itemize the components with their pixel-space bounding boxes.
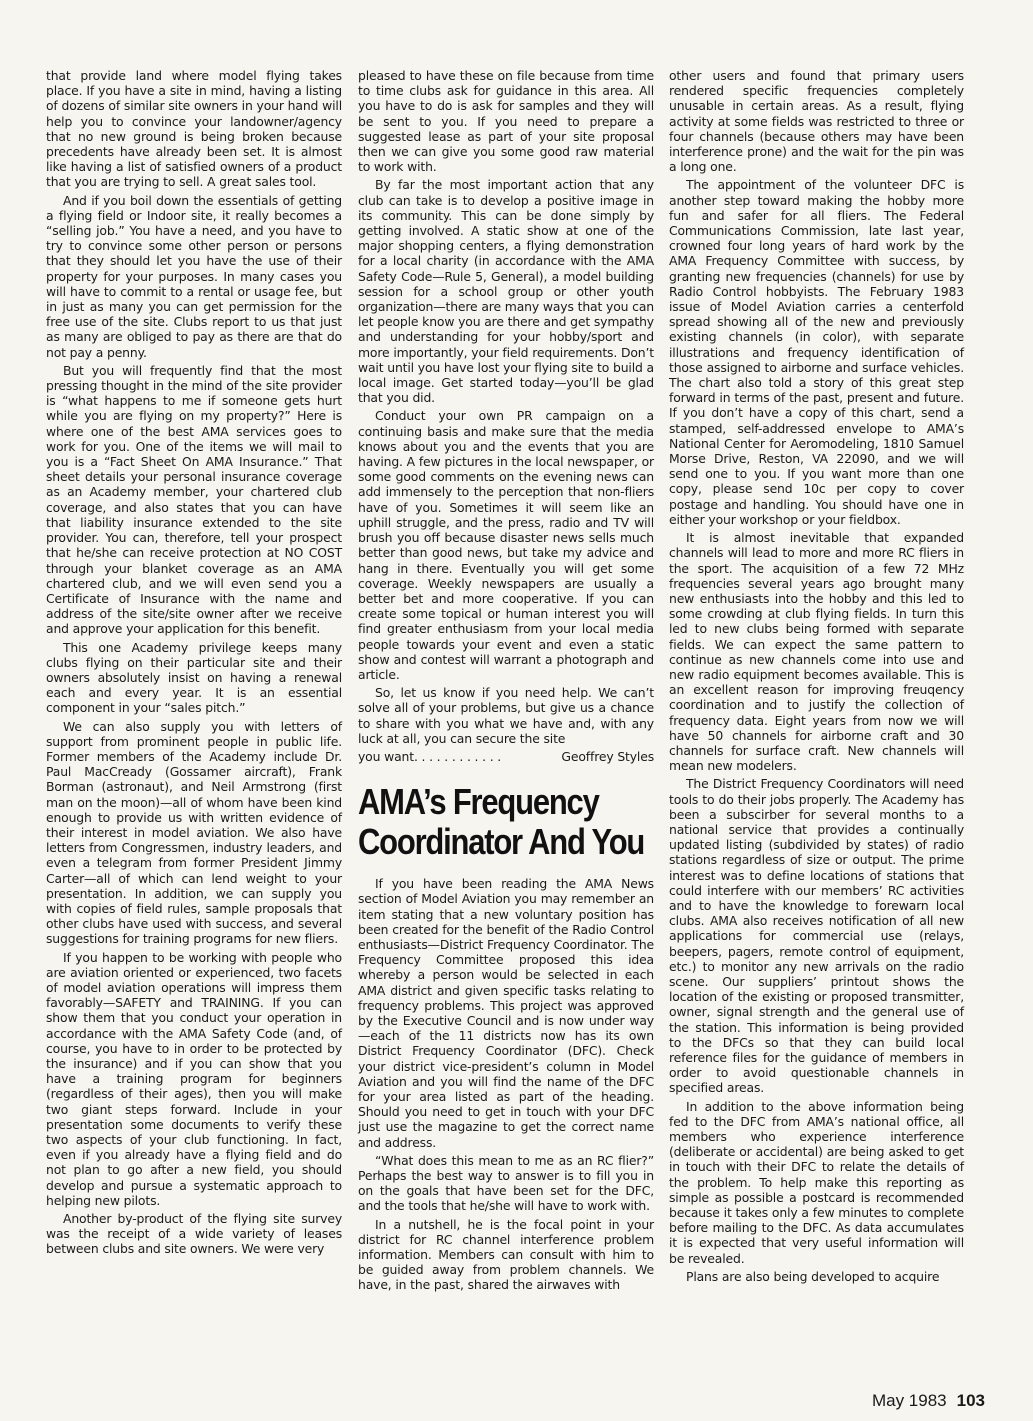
article-headline bbox=[358, 782, 650, 862]
paragraph: So, let us know if you need help. We can’t solve all of your problems, but give us a chance to share with you what we have and, with any luck at all, you can secure the site bbox=[358, 685, 654, 746]
paragraph: “What does this mean to me as an RC flier?” Perhaps the best way to answer is to fill you in on the goals that have been set for the DFC, and the tools that he/she will have to work with. bbox=[358, 1152, 654, 1214]
column-2 bbox=[358, 68, 654, 1296]
sign-off bbox=[358, 749, 654, 764]
page-number: 103 bbox=[956, 1391, 985, 1410]
author-name: Geoffrey Styles bbox=[561, 748, 654, 764]
paragraph: This one Academy privilege keeps many clubs flying on their particular site and their owners absolutely insist on having a renewal each and every year. It is an essential component in your “sales pitch.” bbox=[46, 639, 342, 716]
headline-line-2: Coordinator And You bbox=[358, 821, 645, 863]
paragraph: By far the most important action that any club can take is to develop a positive image in its community. This can be done simply by getting involved. A static show at one of the major shopping centers, a flying demonstration for a local charity (in accordance with the AMA Safety Code—Rule 5, General), a model building session for a school group or other youth organization—there are many ways that you can let people know you are there and get sympathy and understanding for your hobby/sport and more importantly, your field requirements. Don’t wait until you have lost your flying site to build a local image. Get started today—you’ll be glad that you did. bbox=[358, 177, 654, 406]
paragraph: other users and found that primary users rendered specific frequencies completely unusable in certain areas. As a result, flying activity at some fields was restricted to three or four channels (because others may have been interference prone) and the wait for the pin was a long one. bbox=[669, 68, 964, 175]
paragraph: In addition to the above information being fed to the DFC from AMA’s national office, all members who experience interference (deliberate or accidental) are being asked to get in touch with their DFC to relate the details of the problem. To help make this reporting as simple as possible a postcard is recommended because it takes only a few minutes to complete before mailing to the DFC. As data accumulates it is expected that very useful information will be revealed. bbox=[669, 1098, 964, 1266]
paragraph: Plans are also being developed to acquire bbox=[686, 1268, 940, 1284]
column-1 bbox=[46, 68, 342, 1260]
paragraph: The District Frequency Coordinators will need tools to do their jobs properly. The Academy has been a subscirber for several months to a national service that provides a continually updated listing (subdivided by states) of radio stations regardless of size or output. The prime interest was to define locations of stations that could interfere with our members’ RC activities and to have the knowledge to forewarn local clubs. AMA also receives notification of all new applications for commercial use (relays, beepers, pagers, remote control of equipment, etc.) to monitor any new arrivals on the radio scene. Our suppliers’ printout shows the location of the existing or proposed transmitter, owner, signal strength and the general use of the station. This information is being provided to the DFCs so that they can build local reference files for the guidance of members in order to avoid questionable channels in specified areas. bbox=[669, 776, 964, 1096]
paragraph: And if you boil down the essentials of getting a flying field or Indoor site, it really becomes a “selling job.” You have a need, and you have to try to convince some other person or persons that they should let you have the use of their property for your purposes. In many cases you will have to commit to a rental or usage fee, but in just as many you can get permission for the free use of the site. Clubs report to us that just as many are obliged to pay as there are that do not pay a penny. bbox=[46, 192, 342, 360]
issue-date: May 1983 bbox=[871, 1391, 947, 1410]
paragraph: The appointment of the volunteer DFC is another step toward making the hobby more fun and safer for all fliers. The Federal Communications Commission, late last year, crowned four long years of hard work by the AMA Frequency Committee with success, by granting new frequencies (channels) for use by Radio Control hobbyists. The February 1983 issue of Model Aviation carries a centerfold spread showing all of the new and previously existing channels (in color), with separate illustrations and frequency identification of those assigned to airborne and surface vehicles. The chart also told a story of this great step forward in terms of the past, present and future. If you don’t have a copy of this chart, send a stamped, self-addressed envelope to AMA’s National Center for Aeromodeling, 1810 Samuel Morse Drive, Reston, VA 22090, and we will send one to you. If you want more than one copy, please send 10c per copy to cover postage and handling. You should have one in either your workshop or your fieldbox. bbox=[669, 177, 964, 527]
headline-line-1: AMA’s Frequency bbox=[358, 781, 599, 823]
paragraph: If you have been reading the AMA News section of Model Aviation you may remember an item stating that a new voluntary position has been created for the benefit of the Radio Control enthusiasts—District Frequency Coordinator. The Frequency Committee proposed this idea whereby a person would be selected in each AMA district and given specific tasks relating to frequency problems. This project was approved by the Executive Council and is now under way—each of the 11 districts now has its own District Frequency Coordinator (DFC). Check your district vice-president’s column in Model Aviation and you will find the name of the DFC for your area listed as part of the heading. Should you need to get in touch with your DFC just use the magazine to get the correct name and address. bbox=[358, 876, 654, 1150]
paragraph: Conduct your own PR campaign on a continuing basis and make sure that the media knows about you and the events that you are having. A few pictures in the local newspaper, or some good comments on the evening news can add immensely to the perception that non-fliers have of you. Sometimes it will seem like an uphill struggle, and the press, radio and TV will brush you off because disaster news sells much better than good news, but take my advice and hang in there. Eventually you will get some coverage. Weekly newspapers are usually a better bet and more cooperative. If you can create some topical or human interest you will find greater enthusiasm from your local media people towards your event and even a static show and contest will warrant a photograph and article. bbox=[358, 408, 654, 682]
paragraph: that provide land where model flying takes place. If you have a site in mind, having a listing of dozens of similar site owners in your hand will help you to convince your landowner/agency that no new ground is being broken because precedents have already been set. It is almost like having a list of satisfied owners of a product that you are trying to sell. A great sales tool. bbox=[46, 68, 342, 190]
paragraph: Another by-product of the flying site survey was the receipt of a wide variety of leases between clubs and site owners. We were very bbox=[46, 1211, 342, 1257]
column-3 bbox=[669, 68, 964, 1287]
paragraph: It is almost inevitable that expanded channels will lead to more and more RC fliers in the sport. The acquisition of a few 72 MHz frequencies several years ago brought many new enthusiasts into the hobby and this led to some crowding at club flying fields. In turn this led to new clubs being formed with separate fields. We can expect the same pattern to continue as new channels come into use and new radio equipment becomes available. This is an excellent reason for improving freuqency coordination and to justify the collection of frequency data. Eight years from now we will have 50 channels for airborne craft and 30 channels for surface craft. New channels will mean new modelers. bbox=[669, 530, 964, 774]
page-footer bbox=[872, 1391, 985, 1411]
sign-off-lead: you want. . . . . . . . . . . . bbox=[358, 748, 502, 764]
paragraph: But you will frequently find that the most pressing thought in the mind of the site provider is “what happens to me if someone gets hurt while you are flying on my property?” Here is where one of the best AMA services goes to work for you. One of the items we will mail to you is a “Fact Sheet On AMA Insurance.” That sheet details your personal insurance coverage as an Academy member, your chartered club coverage, and also states that you can have that liability insurance extended to the site provider. You can, therefore, tell your prospect that he/she can receive protection at NO COST through your blanket coverage as an AMA chartered club, and we will even send you a Certificate of Insurance with the name and address of the site/site owner after we receive and approve your application for this benefit. bbox=[46, 362, 342, 637]
paragraph: In a nutshell, he is the focal point in your district for RC channel interference problem information. Members can consult with him to be guided away from problem channels. We have, in the past, shared the airwaves with bbox=[358, 1216, 654, 1293]
paragraph: If you happen to be working with people who are aviation oriented or experienced, two facets of model aviation operations will impress them favorably—SAFETY and TRAINING. If you can show them that you conduct your operation in accordance with the AMA Safety Code (and, of course, you have to in order to be protected by the insurance) and if you can show that you have a training program for beginners (regardless of their ages), then you will make two giant steps forward. Include in your presentation some documents to verify these two aspects of your club functioning. In fact, even if you already have a flying field and do not plan to go after a new field, you should develop and pursue a systematic approach to helping new pilots. bbox=[46, 949, 342, 1208]
paragraph: We can also supply you with letters of support from prominent people in public life. Former members of the Academy include Dr. Paul MacCready (Gossamer aircraft), Frank Borman (astronaut), and Neil Armstrong (first man on the moon)—all of whom have been kind enough to provide us with written evidence of their interest in model aviation. We also have letters from Congressmen, industry leaders, and even a telegram from former President Jimmy Carter—all of which can lend weight to your presentation. In addition, we can supply you with copies of field rules, sample proposals that other clubs have used with success, and several suggestions for training programs for new fliers. bbox=[46, 718, 342, 947]
paragraph: pleased to have these on file because from time to time clubs ask for guidance in this area. All you have to do is ask for samples and they will be sent to you. If you need to prepare a suggested lease as part of your site proposal then we can give you some good raw material to work with. bbox=[358, 68, 654, 175]
